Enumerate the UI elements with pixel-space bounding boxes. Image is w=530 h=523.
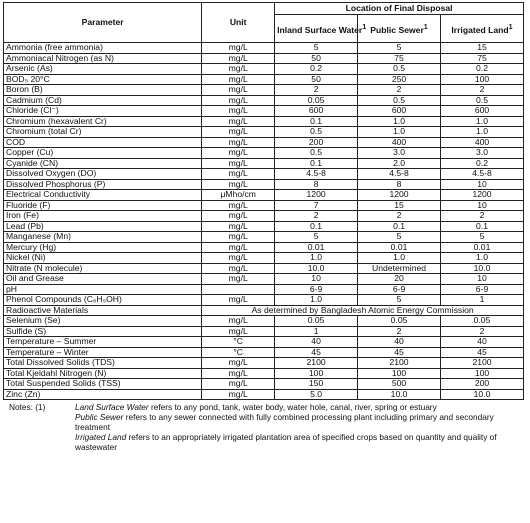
cell-inland-surface-water: 2: [275, 211, 358, 222]
note-text: refers to any sewer connected with fully combined processing plant including primary and secondary treatment: [75, 412, 494, 432]
cell-irrigated-land: 400: [441, 137, 524, 148]
table-row: [4, 347, 524, 358]
cell-parameter: Temperature – Summer: [4, 337, 202, 348]
table-row: [4, 389, 524, 400]
cell-parameter: Temperature – Winter: [4, 347, 202, 358]
cell-irrigated-land: 200: [441, 379, 524, 390]
cell-irrigated-land: 45: [441, 347, 524, 358]
cell-parameter: Radioactive Materials: [4, 305, 202, 316]
cell-inland-surface-water: 45: [275, 347, 358, 358]
table-row: [4, 358, 524, 369]
cell-unit: mg/L: [202, 242, 275, 253]
cell-irrigated-land: 0.2: [441, 158, 524, 169]
cell-unit: mg/L: [202, 169, 275, 180]
cell-public-sewer: 600: [358, 106, 441, 117]
table-row: [4, 74, 524, 85]
cell-unit: mg/L: [202, 64, 275, 75]
cell-parameter: Ammonia (free ammonia): [4, 43, 202, 54]
cell-inland-surface-water: 2100: [275, 358, 358, 369]
cell-parameter: Fluoride (F): [4, 200, 202, 211]
header-inland-label: Inland Surface Water: [277, 24, 363, 35]
cell-irrigated-land: 1.0: [441, 116, 524, 127]
cell-irrigated-land: 6-9: [441, 284, 524, 295]
cell-unit: mg/L: [202, 316, 275, 327]
table-row: [4, 221, 524, 232]
footnote-mark: 1: [508, 22, 513, 31]
cell-irrigated-land: 1200: [441, 190, 524, 201]
cell-parameter: Total Suspended Solids (TSS): [4, 379, 202, 390]
cell-inland-surface-water: 40: [275, 337, 358, 348]
cell-public-sewer: 1200: [358, 190, 441, 201]
cell-parameter: Mercury (Hg): [4, 242, 202, 253]
cell-irrigated-land: 2100: [441, 358, 524, 369]
note-term: Land Surface Water: [75, 402, 149, 412]
cell-inland-surface-water: 2: [275, 85, 358, 96]
header-irrigated-label: Irrigated Land: [451, 24, 509, 35]
cell-public-sewer: 8: [358, 179, 441, 190]
cell-unit: mg/L: [202, 274, 275, 285]
cell-parameter: COD: [4, 137, 202, 148]
cell-irrigated-land: 100: [441, 74, 524, 85]
cell-public-sewer: 250: [358, 74, 441, 85]
cell-public-sewer: 6-9: [358, 284, 441, 295]
cell-inland-surface-water: 50: [275, 53, 358, 64]
cell-unit: mg/L: [202, 263, 275, 274]
cell-inland-surface-water: 0.5: [275, 127, 358, 138]
table-row: [4, 106, 524, 117]
cell-parameter: Cadmium (Cd): [4, 95, 202, 106]
cell-irrigated-land: 3.0: [441, 148, 524, 159]
cell-parameter: Electrical Conductivity: [4, 190, 202, 201]
table-row: [4, 337, 524, 348]
notes-label: Notes: (1): [9, 402, 46, 412]
cell-inland-surface-water: 1200: [275, 190, 358, 201]
cell-irrigated-land: 2: [441, 326, 524, 337]
header-unit: Unit: [202, 3, 275, 43]
cell-irrigated-land: 10.0: [441, 389, 524, 400]
cell-unit: mg/L: [202, 379, 275, 390]
cell-inland-surface-water: 0.05: [275, 95, 358, 106]
cell-unit: mg/L: [202, 368, 275, 379]
cell-public-sewer: 0.1: [358, 221, 441, 232]
cell-unit: mg/L: [202, 232, 275, 243]
cell-public-sewer: 3.0: [358, 148, 441, 159]
cell-unit: mg/L: [202, 85, 275, 96]
cell-irrigated-land: 5: [441, 232, 524, 243]
cell-public-sewer: 5: [358, 232, 441, 243]
cell-public-sewer: 0.01: [358, 242, 441, 253]
cell-irrigated-land: 0.2: [441, 64, 524, 75]
cell-unit: mg/L: [202, 295, 275, 306]
cell-unit: °C: [202, 347, 275, 358]
footnote-mark: 1: [423, 22, 428, 31]
cell-unit: mg/L: [202, 358, 275, 369]
cell-public-sewer: 2: [358, 85, 441, 96]
cell-irrigated-land: 0.5: [441, 95, 524, 106]
table-row: [4, 137, 524, 148]
cell-public-sewer: 2100: [358, 358, 441, 369]
cell-irrigated-land: 1: [441, 295, 524, 306]
cell-parameter: Phenol Compounds (C₆H₅OH): [4, 295, 202, 306]
cell-parameter: Sulfide (S): [4, 326, 202, 337]
cell-irrigated-land: 75: [441, 53, 524, 64]
cell-irrigated-land: 1.0: [441, 127, 524, 138]
cell-parameter: Oil and Grease: [4, 274, 202, 285]
cell-irrigated-land: 10: [441, 274, 524, 285]
cell-public-sewer: 2: [358, 326, 441, 337]
cell-unit: mg/L: [202, 127, 275, 138]
header-inland-surface-water: [275, 15, 367, 43]
table-row: [4, 179, 524, 190]
cell-unit: °C: [202, 337, 275, 348]
cell-parameter: Manganese (Mn): [4, 232, 202, 243]
cell-irrigated-land: 10: [441, 179, 524, 190]
cell-unit: mg/L: [202, 179, 275, 190]
cell-public-sewer: 100: [358, 368, 441, 379]
cell-inland-surface-water: 1.0: [275, 295, 358, 306]
table-row: [4, 242, 524, 253]
cell-unit: μMho/cm: [202, 190, 275, 201]
cell-inland-surface-water: 200: [275, 137, 358, 148]
cell-parameter: Chromium (total Cr): [4, 127, 202, 138]
standards-document: [3, 2, 527, 452]
wastewater-standards-table: [3, 2, 524, 400]
cell-inland-surface-water: 0.1: [275, 221, 358, 232]
cell-parameter: Chloride (Cl⁻): [4, 106, 202, 117]
cell-public-sewer: 0.5: [358, 64, 441, 75]
cell-irrigated-land: 2: [441, 211, 524, 222]
notes-body: [75, 402, 527, 452]
cell-parameter: Copper (Cu): [4, 148, 202, 159]
table-row: [4, 232, 524, 243]
table-row: [4, 158, 524, 169]
table-row: [4, 127, 524, 138]
table-row: [4, 169, 524, 180]
table-body: [4, 43, 524, 400]
cell-unit: mg/L: [202, 116, 275, 127]
cell-irrigated-land: 0.05: [441, 316, 524, 327]
cell-public-sewer: 4.5-8: [358, 169, 441, 180]
cell-parameter: Total Kjeldahl Nitrogen (N): [4, 368, 202, 379]
cell-irrigated-land: 0.1: [441, 221, 524, 232]
cell-parameter: Nitrate (N molecule): [4, 263, 202, 274]
cell-public-sewer: 40: [358, 337, 441, 348]
cell-inland-surface-water: 7: [275, 200, 358, 211]
cell-parameter: Selenium (Se): [4, 316, 202, 327]
cell-parameter: Cyanide (CN): [4, 158, 202, 169]
note-irrigated-land: [75, 432, 527, 452]
cell-unit: mg/L: [202, 95, 275, 106]
cell-irrigated-land: 2: [441, 85, 524, 96]
header-irrigated-land: [441, 15, 524, 43]
cell-parameter: BOD₅ 20°C: [4, 74, 202, 85]
cell-public-sewer: 20: [358, 274, 441, 285]
cell-unit: mg/L: [202, 148, 275, 159]
table-header: [4, 3, 524, 43]
table-row: [4, 64, 524, 75]
footnote-mark: 1: [362, 22, 367, 31]
cell-parameter: Ammoniacal Nitrogen (as N): [4, 53, 202, 64]
cell-unit: mg/L: [202, 326, 275, 337]
cell-parameter: Nickel (Ni): [4, 253, 202, 264]
table-row: [4, 190, 524, 201]
cell-parameter: Iron (Fe): [4, 211, 202, 222]
cell-inland-surface-water: 0.1: [275, 158, 358, 169]
cell-irrigated-land: 4.5-8: [441, 169, 524, 180]
cell-public-sewer: 75: [358, 53, 441, 64]
cell-inland-surface-water: 10: [275, 274, 358, 285]
cell-public-sewer: 500: [358, 379, 441, 390]
cell-public-sewer: 0.5: [358, 95, 441, 106]
cell-unit: mg/L: [202, 53, 275, 64]
cell-public-sewer: 2: [358, 211, 441, 222]
cell-parameter: Boron (B): [4, 85, 202, 96]
table-row: [4, 263, 524, 274]
cell-unit: mg/L: [202, 158, 275, 169]
cell-irrigated-land: 10.0: [441, 263, 524, 274]
cell-public-sewer: 5: [358, 43, 441, 54]
cell-inland-surface-water: 5: [275, 232, 358, 243]
cell-unit: mg/L: [202, 106, 275, 117]
cell-inland-surface-water: 4.5-8: [275, 169, 358, 180]
cell-parameter: Lead (Pb): [4, 221, 202, 232]
table-row: [4, 211, 524, 222]
table-row: [4, 200, 524, 211]
table-row: [4, 295, 524, 306]
cell-inland-surface-water: 6-9: [275, 284, 358, 295]
cell-unit: mg/L: [202, 389, 275, 400]
cell-public-sewer: 1.0: [358, 253, 441, 264]
cell-unit: mg/L: [202, 200, 275, 211]
cell-unit: mg/L: [202, 253, 275, 264]
cell-inland-surface-water: 10.0: [275, 263, 358, 274]
table-row: [4, 95, 524, 106]
cell-inland-surface-water: 5.0: [275, 389, 358, 400]
cell-irrigated-land: 15: [441, 43, 524, 54]
table-row: [4, 368, 524, 379]
cell-public-sewer: 0.05: [358, 316, 441, 327]
cell-inland-surface-water: 50: [275, 74, 358, 85]
cell-unit: mg/L: [202, 137, 275, 148]
table-row: [4, 326, 524, 337]
cell-parameter: Dissolved Phosphorus (P): [4, 179, 202, 190]
cell-inland-surface-water: 0.01: [275, 242, 358, 253]
table-row: [4, 148, 524, 159]
header-public-sewer: [358, 15, 441, 43]
cell-public-sewer: 1.0: [358, 127, 441, 138]
cell-inland-surface-water: 150: [275, 379, 358, 390]
table-row: [4, 43, 524, 54]
cell-irrigated-land: 40: [441, 337, 524, 348]
table-row: [4, 316, 524, 327]
table-row: [4, 253, 524, 264]
cell-parameter: pH: [4, 284, 202, 295]
header-sewer-label: Public Sewer: [370, 24, 424, 35]
notes: [3, 402, 527, 452]
cell-irrigated-land: 0.01: [441, 242, 524, 253]
table-row: [4, 85, 524, 96]
cell-public-sewer: 45: [358, 347, 441, 358]
note-term: Public Sewer: [75, 412, 124, 422]
note-public-sewer: [75, 412, 527, 432]
cell-public-sewer: Undetermined: [358, 263, 441, 274]
cell-parameter: Arsenic (As): [4, 64, 202, 75]
cell-inland-surface-water: 1: [275, 326, 358, 337]
cell-parameter: Zinc (Zn): [4, 389, 202, 400]
table-row: [4, 305, 524, 316]
cell-inland-surface-water: 0.05: [275, 316, 358, 327]
cell-inland-surface-water: 0.5: [275, 148, 358, 159]
cell-irrigated-land: 1.0: [441, 253, 524, 264]
cell-irrigated-land: 600: [441, 106, 524, 117]
cell-unit: mg/L: [202, 43, 275, 54]
table-row: [4, 274, 524, 285]
cell-unit: mg/L: [202, 74, 275, 85]
cell-parameter: Dissolved Oxygen (DO): [4, 169, 202, 180]
table-row: [4, 116, 524, 127]
note-land-surface-water: [75, 402, 527, 412]
note-term: Irrigated Land: [75, 432, 127, 442]
cell-inland-surface-water: 100: [275, 368, 358, 379]
note-text: refers to an appropriately irrigated plantation area of specified crops based on quantity and quality of wastewater: [75, 432, 497, 452]
note-text: refers to any pond, tank, water body, water hole, canal, river, spring or estuary: [148, 402, 437, 412]
cell-public-sewer: 5: [358, 295, 441, 306]
cell-inland-surface-water: 600: [275, 106, 358, 117]
cell-public-sewer: 1.0: [358, 116, 441, 127]
cell-inland-surface-water: 0.2: [275, 64, 358, 75]
cell-parameter: Total Dissolved Solids (TDS): [4, 358, 202, 369]
cell-public-sewer: 15: [358, 200, 441, 211]
cell-unit: [202, 284, 275, 295]
cell-inland-surface-water: 8: [275, 179, 358, 190]
cell-public-sewer: 10.0: [358, 389, 441, 400]
header-parameter: Parameter: [4, 3, 202, 43]
cell-spanning-value: As determined by Bangladesh Atomic Energy Commission: [202, 305, 524, 316]
cell-inland-surface-water: 0.1: [275, 116, 358, 127]
cell-public-sewer: 2.0: [358, 158, 441, 169]
header-location-group: Location of Final Disposal: [275, 3, 524, 15]
cell-unit: mg/L: [202, 221, 275, 232]
cell-irrigated-land: 10: [441, 200, 524, 211]
table-row: [4, 53, 524, 64]
cell-inland-surface-water: 5: [275, 43, 358, 54]
cell-inland-surface-water: 1.0: [275, 253, 358, 264]
cell-unit: mg/L: [202, 211, 275, 222]
table-row: [4, 284, 524, 295]
cell-parameter: Chromium (hexavalent Cr): [4, 116, 202, 127]
cell-public-sewer: 400: [358, 137, 441, 148]
table-row: [4, 379, 524, 390]
cell-irrigated-land: 100: [441, 368, 524, 379]
